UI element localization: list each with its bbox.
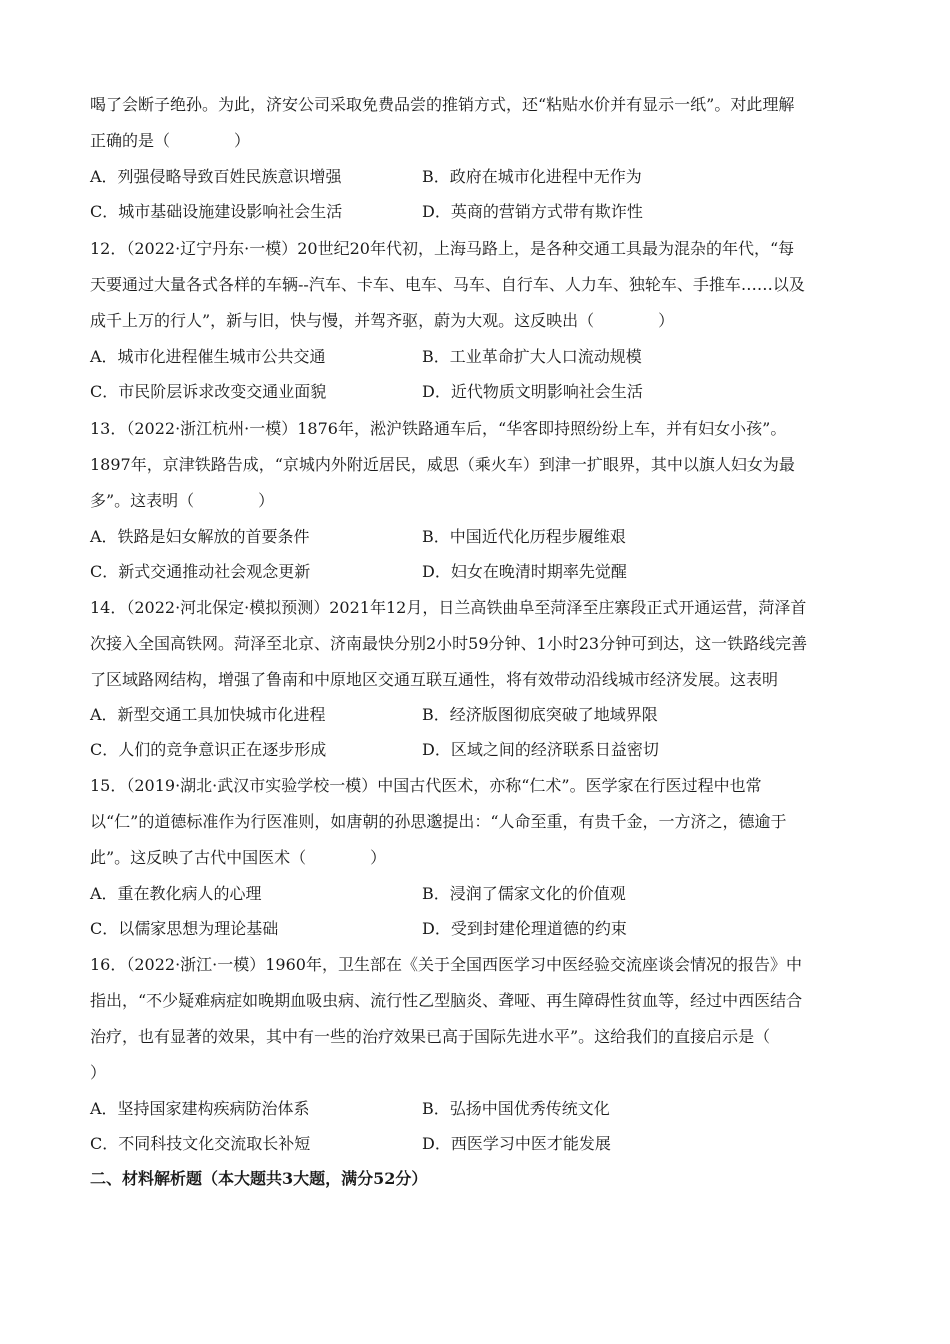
q13-option-c: C．新式交通推动社会观念更新 (90, 562, 311, 581)
q13-stem-line: 1897年，京津铁路告成，“京城内外附近居民，威思（乘火车）到津一扩眼界，其中以旗人妇女为最 (90, 455, 795, 474)
q15-stem-line: 此”。这反映了古代中国医术（ ） (90, 848, 387, 867)
q13-option-d: D．妇女在晚清时期率先觉醒 (422, 562, 627, 581)
q11-stem-line: 喝了会断子绝孙。为此，济安公司采取免费品尝的推销方式，还“粘贴水价并有显示一纸”。对此理解 (90, 95, 795, 114)
q11-stem-line: 正确的是（ ） (90, 131, 251, 150)
q15-option-c: C．以儒家思想为理论基础 (90, 919, 279, 938)
q15-stem-line: 15．（2019·湖北·武汉市实验学校一模）中国古代医术，亦称“仁术”。医学家在行医过程中也常 (90, 776, 762, 795)
q16-stem-line: ） (90, 1063, 107, 1082)
q13-option-a: A．铁路是妇女解放的首要条件 (90, 527, 310, 546)
q15-option-a: A．重在教化病人的心理 (90, 884, 262, 903)
q15-stem-line: 以“仁”的道德标准作为行医准则，如唐朝的孙思邈提出：“人命至重，有贵千金，一方济之，德逾于 (90, 812, 787, 831)
q13-stem-line: 多”。这表明（ ） (90, 491, 275, 510)
section-heading: 二、材料解析题（本大题共3大题，满分52分） (90, 1169, 428, 1188)
q14-option-b: B．经济版图彻底突破了地域界限 (422, 705, 658, 724)
q13-stem-line: 13．（2022·浙江杭州·一模）1876年，淞沪铁路通车后，“华客即持照纷纷上车，并有妇女小孩”。 (90, 419, 787, 438)
q11-option-b: B．政府在城市化进程中无作为 (422, 167, 642, 186)
q16-stem-line: 指出，“不少疑难病症如晚期血吸虫病、流行性乙型脑炎、聋哑、再生障碍性贫血等，经过中西医结合 (90, 991, 803, 1010)
q14-stem-line: 14．（2022·河北保定·模拟预测）2021年12月，日兰高铁曲阜至菏泽至庄寨段正式开通运营，菏泽首 (90, 598, 807, 617)
q15-option-b: B．浸润了儒家文化的价值观 (422, 884, 626, 903)
q11-option-d: D．英商的营销方式带有欺诈性 (422, 202, 643, 221)
q16-option-b: B．弘扬中国优秀传统文化 (422, 1099, 610, 1118)
q12-stem-line: 天要通过大量各式各样的车辆--汽车、卡车、电车、马车、自行车、人力车、独轮车、手推车……以及 (90, 275, 805, 294)
q11-option-a: A．列强侵略导致百姓民族意识增强 (90, 167, 342, 186)
q11-option-c: C．城市基础设施建设影响社会生活 (90, 202, 343, 221)
q14-stem-line: 了区域路网结构，增强了鲁南和中原地区交通互联互通性，将有效带动沿线城市经济发展。这表明 (90, 670, 779, 689)
q16-stem-line: 治疗，也有显著的效果，其中有一些的治疗效果已高于国际先进水平”。这给我们的直接启示是（ (90, 1027, 771, 1046)
q13-option-b: B．中国近代化历程步履维艰 (422, 527, 626, 546)
q16-option-d: D．西医学习中医才能发展 (422, 1134, 611, 1153)
q12-option-d: D．近代物质文明影响社会生活 (422, 382, 643, 401)
q12-stem-line: 12．（2022·辽宁丹东·一模）20世纪20年代初，上海马路上，是各种交通工具最为混杂的年代，“每 (90, 239, 795, 258)
q14-option-a: A．新型交通工具加快城市化进程 (90, 705, 326, 724)
q12-option-a: A．城市化进程催生城市公共交通 (90, 347, 326, 366)
q15-option-d: D．受到封建伦理道德的约束 (422, 919, 627, 938)
q12-stem-line: 成千上万的行人”，新与旧，快与慢，并驾齐驱，蔚为大观。这反映出（ ） (90, 311, 675, 330)
q16-stem-line: 16．（2022·浙江·一模）1960年，卫生部在《关于全国西医学习中医经验交流座谈会情况的报告》中 (90, 955, 802, 974)
q14-stem-line: 次接入全国高铁网。菏泽至北京、济南最快分别2小时59分钟、1小时23分钟可到达，这一铁路线完善 (90, 634, 808, 653)
q16-option-a: A．坚持国家建构疾病防治体系 (90, 1099, 310, 1118)
q12-option-c: C．市民阶层诉求改变交通业面貌 (90, 382, 327, 401)
q12-option-b: B．工业革命扩大人口流动规模 (422, 347, 642, 366)
q14-option-d: D．区域之间的经济联系日益密切 (422, 740, 659, 759)
q14-option-c: C．人们的竞争意识正在逐步形成 (90, 740, 327, 759)
q16-option-c: C．不同科技文化交流取长补短 (90, 1134, 311, 1153)
